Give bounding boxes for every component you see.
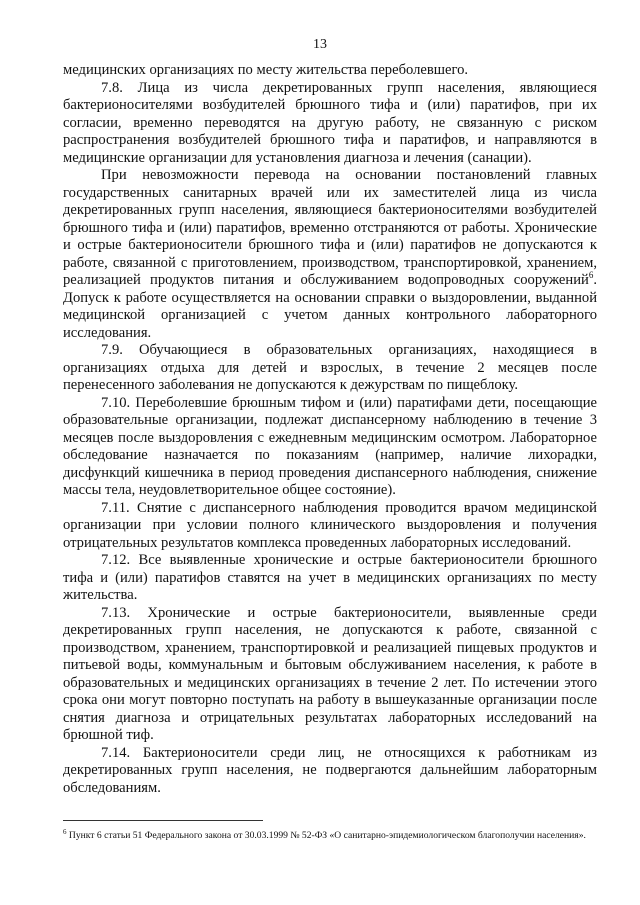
footnote-reference: 6 bbox=[588, 270, 594, 281]
paragraph-7-8-continued bbox=[63, 167, 597, 342]
paragraph-7-14: 7.14. Бактерионосители среди лиц, не относящихся к работникам из декретированных групп населения, не подвергаются дальнейшим лабораторным обследованиям. bbox=[63, 744, 597, 796]
body-text bbox=[63, 62, 597, 797]
footnote-mark: 6 bbox=[63, 827, 67, 836]
footnote-text: Пункт 6 статьи 51 Федерального закона от 30.03.1999 № 52-ФЗ «О санитарно-эпидемиологическом благополучии населения». bbox=[66, 830, 586, 841]
paragraph-7-12: 7.12. Все выявленные хронические и острые бактерионосители брюшного тифа и (или) паратифов ставятся на учет в медицинских организациях по месту жительства. bbox=[63, 552, 597, 603]
paragraph-7-9: 7.9. Обучающиеся в образовательных организациях, находящиеся в организациях отдыха для детей и взрослых, в течение 2 месяцев после перенесенного заболевания не допускаются к дежурствам по пищеблоку. bbox=[63, 342, 597, 393]
footnote-divider bbox=[63, 820, 263, 821]
paragraph-text: При невозможности перевода на основании постановлений главных государственных санитарных врачей или их заместителей лица из числа декретированных групп населения, являющиеся бактерионосителями возбудителей брюшного тифа и (или) паратифов, временно отстраняются от работы. Хронические и острые бактерионосители брюшного тифа и (или) паратифов не допускаются к работе, связанной с приготовлением, производством, транспортировкой, хранением, реализацией продуктов питания и обслуживанием водопроводных сооружений bbox=[63, 167, 597, 288]
page-number: 13 bbox=[313, 37, 327, 52]
paragraph-7-11: 7.11. Снятие с диспансерного наблюдения проводится врачом медицинской организации при условии полного клинического выздоровления и получения отрицательных результатов комплекса проведенных лабораторных исследований. bbox=[63, 499, 597, 551]
paragraph-continuation: медицинских организациях по месту жительства переболевшего. bbox=[63, 62, 469, 78]
paragraph-7-13: 7.13. Хронические и острые бактерионосители, выявленные среди декретированных групп населения, не допускаются к работе, связанной с производством, хранением, транспортировкой и реализацией пищевых продуктов и питьевой воды, коммунальным и бытовым обслуживанием населения, к работе в образовательных и медицинских организациях в течение 2 лет. По истечении этого срока они могут повторно поступать на работу в вышеуказанные организации после снятия диагноза и отрицательных результатах лабораторных исследований на брюшной тиф. bbox=[63, 604, 597, 743]
paragraph-text: . Допуск к работе осуществляется на основании справки о выздоровлении, выданной медицинской организацией с учетом данных контрольного лабораторного исследования. bbox=[63, 272, 597, 341]
paragraph-7-10: 7.10. Переболевшие брюшным тифом и (или) паратифами дети, посещающие образовательные организации, подлежат диспансерному наблюдению в течение 3 месяцев после выздоровления с ежедневным медицинским осмотром. Лабораторное обследование назначается по показаниям (например, наличие лихорадки, дисфункций кишечника в период проведения диспансерного наблюдения, снижение массы тела, неудовлетворительное общее состояние). bbox=[63, 394, 597, 498]
footnote bbox=[63, 829, 597, 843]
paragraph-7-8: 7.8. Лица из числа декретированных групп населения, являющиеся бактерионосителями возбудителей брюшного тифа и (или) паратифов, при их согласии, временно переводятся на другую работу, не связанную с риском распространения возбудителей брюшного тифа и паратифов, и направляются в медицинские организации для установления диагноза и лечения (санации). bbox=[63, 79, 597, 166]
